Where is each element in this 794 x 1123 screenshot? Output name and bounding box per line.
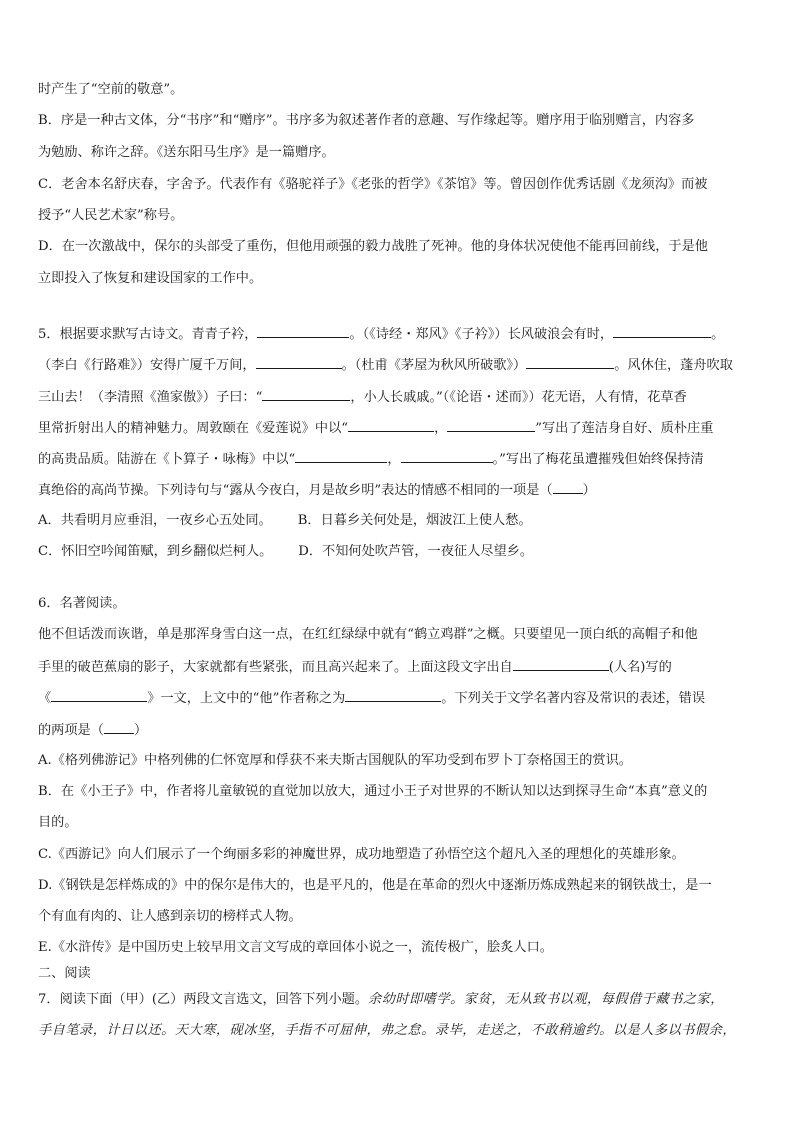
text-line: 个有血有肉的、让人感到亲切的榜样式人物。 bbox=[38, 909, 302, 924]
q5-text: ，小人长戚戚。”（《论语・述而》）花无语，人有情，花草香 bbox=[350, 390, 687, 405]
section-heading: 二、阅读 bbox=[38, 966, 91, 981]
q5-text: 。（杜甫《茅屋为秋风所破歌》） bbox=[341, 358, 527, 373]
q5-text: 。（《诗经・郑风》《子衿》）长风破浪会有时， bbox=[349, 327, 614, 342]
q5-text: ， bbox=[387, 452, 401, 467]
answer-blank[interactable] bbox=[256, 354, 342, 369]
option-d: D．不知何处吹芦管，一夜征人尽望乡。 bbox=[298, 544, 534, 559]
option-b-line: B．序是一种古文体，分“书序”和“赠序”。书序多为叙述著作者的意趣、写作缘起等。赠序用于临别赠言，内容多 bbox=[38, 113, 695, 128]
q5-line-3 bbox=[38, 386, 758, 408]
answer-blank[interactable] bbox=[613, 323, 711, 338]
q5-line-4 bbox=[38, 417, 758, 439]
option-c-line: C．老舍本名舒庆春，字舍予。代表作有《骆驼祥子》《老张的哲学》《茶馆》等。曾因创作优秀话剧《龙须沟》而被 bbox=[38, 177, 708, 192]
text-line: 立即投入了恢复和建设国家的工作中。 bbox=[38, 271, 263, 286]
q5-options-row-2 bbox=[38, 542, 758, 562]
q7-instruction: 7．阅读下面（甲）(乙）两段文言选文，回答下列小题。 bbox=[38, 992, 369, 1007]
answer-blank[interactable] bbox=[345, 687, 441, 702]
answer-blank[interactable] bbox=[295, 448, 387, 463]
text-line: 授予“人民艺术家”称号。 bbox=[38, 208, 184, 223]
option-a: A．共看明月应垂泪，一夜乡心五处同。 bbox=[38, 513, 272, 528]
q6-passage: 他不但话泼而诙谐，单是那浑身雪白这一点，在红红绿绿中就有“鹤立鸡群”之概。只要望见一顶白纸的高帽子和他 bbox=[38, 627, 698, 642]
option-b: B．日暮乡关何处是，烟波江上使人愁。 bbox=[297, 513, 532, 528]
classical-text: 手自笔录，计日以还。天大寒，砚冰坚，手指不可屈伸，弗之怠。录毕，走送之，不敢稍逾约。以是人多以书假余， bbox=[38, 1023, 737, 1038]
q5-text: 三山去！（李清照《渔家傲》）子曰：“ bbox=[38, 390, 263, 405]
answer-blank[interactable] bbox=[348, 417, 434, 432]
answer-blank[interactable] bbox=[553, 479, 583, 494]
q5-text: 里常折射出人的精神魅力。周敦颐在《爱莲说》中以“ bbox=[38, 421, 349, 436]
option-c: C．怀旧空吟闻笛赋，到乡翻似烂柯人。 bbox=[38, 544, 273, 559]
q6-option-e: E.《水浒传》是中国历史上较早用文言文写成的章回体小说之一，流传极广，脍炙人口。 bbox=[38, 940, 553, 955]
q7-line-1 bbox=[38, 990, 758, 1010]
q5-line-5 bbox=[38, 448, 758, 470]
answer-blank[interactable] bbox=[526, 354, 614, 369]
q6-text: 手里的破芭蕉扇的影子，大家就都有些紧张，而且高兴起来了。上面这段文字出自 bbox=[38, 660, 513, 675]
q5-text: 5．根据要求默写古诗文。青青子衿， bbox=[38, 327, 258, 342]
q5-text: ， bbox=[434, 421, 448, 436]
q6-option-d: D.《钢铁是怎样炼成的》中的保尔是伟大的，也是平凡的，他是在革命的烈火中逐渐历炼成熟起来的钢铁战士，是一 bbox=[38, 878, 712, 893]
q6-title: 6．名著阅读。 bbox=[38, 596, 126, 611]
answer-blank[interactable] bbox=[257, 323, 349, 338]
answer-blank[interactable] bbox=[401, 448, 493, 463]
q6-text: ） bbox=[133, 723, 148, 738]
q6-text: (人名)写的 bbox=[608, 660, 672, 675]
q6-text: 。下列关于文学名著内容及常识的表述，错误 bbox=[441, 691, 706, 706]
q6-option-b: B．在《小王子》中，作者将儿童敏锐的直觉加以放大，通过小王子对世界的不断认知以达到探寻生命“本真”意义的 bbox=[38, 784, 708, 799]
text-line: 目的。 bbox=[38, 815, 78, 830]
q5-text: 。”写出了梅花虽遭摧残但始终保持清 bbox=[492, 452, 704, 467]
q6-passage bbox=[38, 656, 758, 678]
q6-option-a: A.《格列佛游记》中格列佛的仁怀宽厚和俘获不来夫斯古国舰队的军功受到布罗卜丁奈格国王的赏识。 bbox=[38, 753, 632, 768]
answer-blank[interactable] bbox=[51, 687, 147, 702]
q5-text: 真绝俗的高尚节操。下列诗句与“露从今夜白，月是故乡明”表达的情感不相同的一项是（ bbox=[38, 483, 553, 498]
q6-text: 的两项是（ bbox=[38, 723, 104, 738]
answer-blank[interactable] bbox=[447, 417, 535, 432]
q5-text: 的高贵品质。陆游在《卜算子・咏梅》中以“ bbox=[38, 452, 296, 467]
q5-line-2 bbox=[38, 354, 758, 376]
text-line: 时产生了“空前的敬意”。 bbox=[38, 82, 184, 97]
q5-line-6 bbox=[38, 479, 758, 501]
q5-text: 。 bbox=[711, 327, 725, 342]
q6-text: 《 bbox=[38, 691, 52, 706]
answer-blank[interactable] bbox=[262, 386, 350, 401]
option-d-line: D．在一次激战中，保尔的头部受了重伤，但他用顽强的毅力战胜了死神。他的身体状况使他不能再回前线，于是他 bbox=[38, 239, 708, 254]
q6-option-c: C.《西游记》向人们展示了一个绚丽多彩的神魔世界，成功地塑造了孙悟空这个超凡入圣的理想化的英雄形象。 bbox=[38, 847, 685, 862]
answer-blank[interactable] bbox=[104, 719, 134, 734]
q5-text: ”写出了莲洁身自好、质朴庄重 bbox=[535, 421, 714, 436]
q6-passage bbox=[38, 687, 758, 709]
text-line: 为勉励、称许之辞。《送东阳马生序》是一篇赠序。 bbox=[38, 145, 335, 160]
answer-blank[interactable] bbox=[513, 656, 609, 671]
q5-line-1 bbox=[38, 323, 758, 345]
q6-text: 》一文，上文中的“他”作者称之为 bbox=[147, 691, 346, 706]
q5-text: 。风休住，蓬舟吹取 bbox=[614, 358, 733, 373]
q5-text: ） bbox=[582, 483, 596, 498]
classical-text: 余幼时即嗜学。家贫，无从致书以观，每假借于藏书之家， bbox=[368, 992, 724, 1007]
q6-passage bbox=[38, 719, 758, 741]
q5-options-row-1 bbox=[38, 511, 758, 531]
q5-text: （李白《行路难》）安得广厦千万间， bbox=[38, 358, 256, 373]
